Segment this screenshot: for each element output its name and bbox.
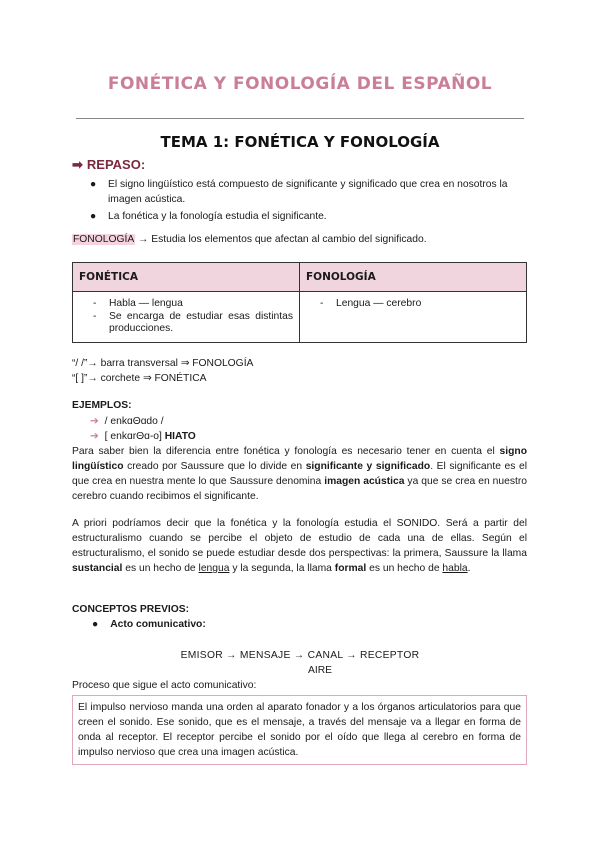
arrow-right-icon: ➡ — [72, 157, 83, 172]
conceptos-heading: CONCEPTOS PREVIOS: — [72, 604, 190, 615]
list-item-text: El signo lingüístico está compuesto de significante y significado que crea en nosotros la imagen acústica. — [108, 179, 508, 205]
arrow-right-icon: ➔ — [90, 416, 99, 427]
proceso-label: Proceso que sigue el acto comunicativo: — [72, 680, 257, 691]
table-header-fonetica: FONÉTICA — [73, 263, 300, 292]
table-cell-fonetica — [73, 292, 300, 343]
list-item-text: La fonética y la fonología estudia el significante. — [108, 211, 327, 222]
arrow-right-icon: ➔ — [90, 431, 99, 442]
bullet-icon: ● — [90, 179, 97, 190]
table-header-fonologia: FONOLOGÍA — [300, 263, 527, 292]
title-divider — [76, 118, 524, 119]
bullet-icon: ● — [90, 211, 97, 222]
topic-title: TEMA 1: FONÉTICA Y FONOLOGÍA — [160, 133, 440, 151]
comparison-table — [72, 262, 527, 343]
paragraph-signo: Para saber bien la diferencia entre fonética y fonología es necesario tener en cuenta el signo lingüístico creado por Saussure que lo divide en significante y significado. El significante es el que crea en nuestra mente lo que Saussure denomina imagen acústica ya que se crea en nuestro cerebro cuando recibimos el significante. — [72, 446, 528, 502]
communication-flow: EMISOR → MENSAJE → CANAL → RECEPTOR — [180, 650, 420, 661]
ejemplos-list — [90, 414, 196, 444]
hiato-label: HIATO — [164, 431, 196, 442]
table-list-item: - Lengua — cerebro — [320, 298, 422, 309]
paragraph-estructuralismo: A priori podríamos decir que la fonética y la fonología estudia el SONIDO. Será a partir del estructuralismo cuando se percibe el objeto de estudio de cada una de ellas. Según el estructuralismo, el sonido se puede estudiar desde dos perspectivas: la primera, Saussure la llama sustancial es un hecho de lengua y la segunda, la llama formal es un hecho de habla. — [72, 518, 527, 574]
definition-text: → Estudia los elementos que afectan al cambio del significado. — [135, 234, 427, 245]
notation-line: “/ /”→ barra transversal ⇒ FONOLOGÍA — [72, 358, 254, 369]
bullet-icon: ● — [92, 619, 99, 630]
notation-line: “[ ]”→ corchete ⇒ FONÉTICA — [72, 373, 207, 384]
list-item: ➔ [ enkɑrΘɑ-o] HIATO — [90, 431, 196, 442]
fonologia-definition — [72, 234, 427, 245]
channel-label: AIRE — [308, 665, 333, 676]
ejemplos-heading: EJEMPLOS: — [72, 400, 132, 411]
list-item — [88, 209, 528, 224]
table-list-item: - Habla — lengua — [93, 298, 183, 309]
repaso-heading — [72, 157, 145, 173]
highlighted-term: FONOLOGÍA — [73, 234, 135, 245]
list-item: ➔ / enkɑΘɑdo / — [90, 416, 164, 427]
table-cell-fonologia — [300, 292, 527, 343]
table-list-item: - Se encarga de estudiar esas distintas producciones. — [93, 310, 293, 334]
repaso-list — [88, 177, 528, 226]
notation-block — [72, 356, 253, 386]
document-title: FONÉTICA Y FONOLOGÍA DEL ESPAÑOL — [107, 74, 493, 94]
repaso-label: REPASO: — [86, 157, 146, 172]
acto-comunicativo-item: ● Acto comunicativo: — [92, 619, 206, 630]
process-box: El impulso nervioso manda una orden al aparato fonador y a los órganos articulatorios para que creen el sonido. Ese sonido, que es el mensaje, a través del mensaje va a llegar en forma de onda al receptor. El receptor percibe el sonido por el oído que llega al cerebro en forma de impulso nervioso que crea una imagen acústica. — [72, 695, 527, 765]
list-item — [88, 177, 528, 207]
